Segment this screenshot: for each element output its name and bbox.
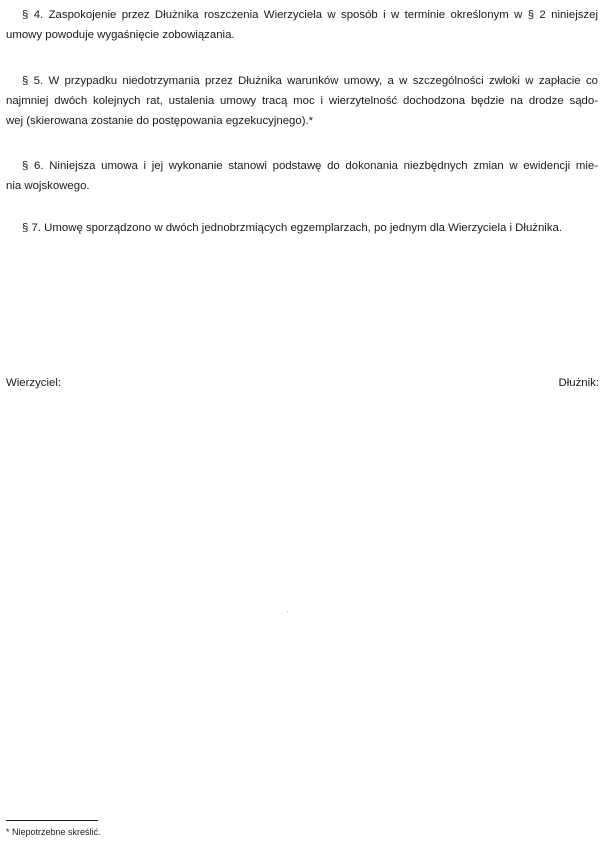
footnote-divider [6, 820, 98, 821]
footnote: * Niepotrzebne skreślić. [6, 827, 101, 837]
paragraph-5-line: § 5. W przypadku niedotrzymania przez Dłużnika warunków umowy, a w szczególności zwłoki w zapłacie co [22, 75, 598, 87]
paragraph-5 [6, 71, 598, 131]
paragraph-6 [6, 156, 598, 196]
paragraph-5-line: wej (skierowana zostanie do postępowania egzekucyjnego).* [6, 115, 314, 127]
debtor-signature-label: Dłużnik: [558, 377, 599, 389]
paragraph-4-line: umowy powoduje wygaśnięcie zobowiązania. [6, 29, 235, 41]
paragraph-7-line: § 7. Umowę sporządzono w dwóch jednobrzmiących egzemplarzach, po jednym dla Wierzyciela i Dłużnika. [22, 222, 563, 234]
scan-speck [287, 611, 288, 612]
paragraph-5-line: najmniej dwóch kolejnych rat, ustalenia umowy tracą moc i wierzytelność dochodzona będzie na drodze sądo- [6, 95, 598, 107]
paragraph-7 [6, 218, 598, 238]
paragraph-6-line: § 6. Niniejsza umowa i jej wykonanie stanowi podstawę do dokonania niezbędnych zmian w ewidencji mie- [22, 160, 598, 172]
paragraph-4-line: § 4. Zaspokojenie przez Dłużnika roszczenia Wierzyciela w sposób i w terminie określonym w § 2 niniejszej [22, 9, 598, 21]
paragraph-6-line: nia wojskowego. [6, 180, 90, 192]
paragraph-4 [6, 5, 598, 45]
creditor-signature-label: Wierzyciel: [6, 377, 62, 389]
